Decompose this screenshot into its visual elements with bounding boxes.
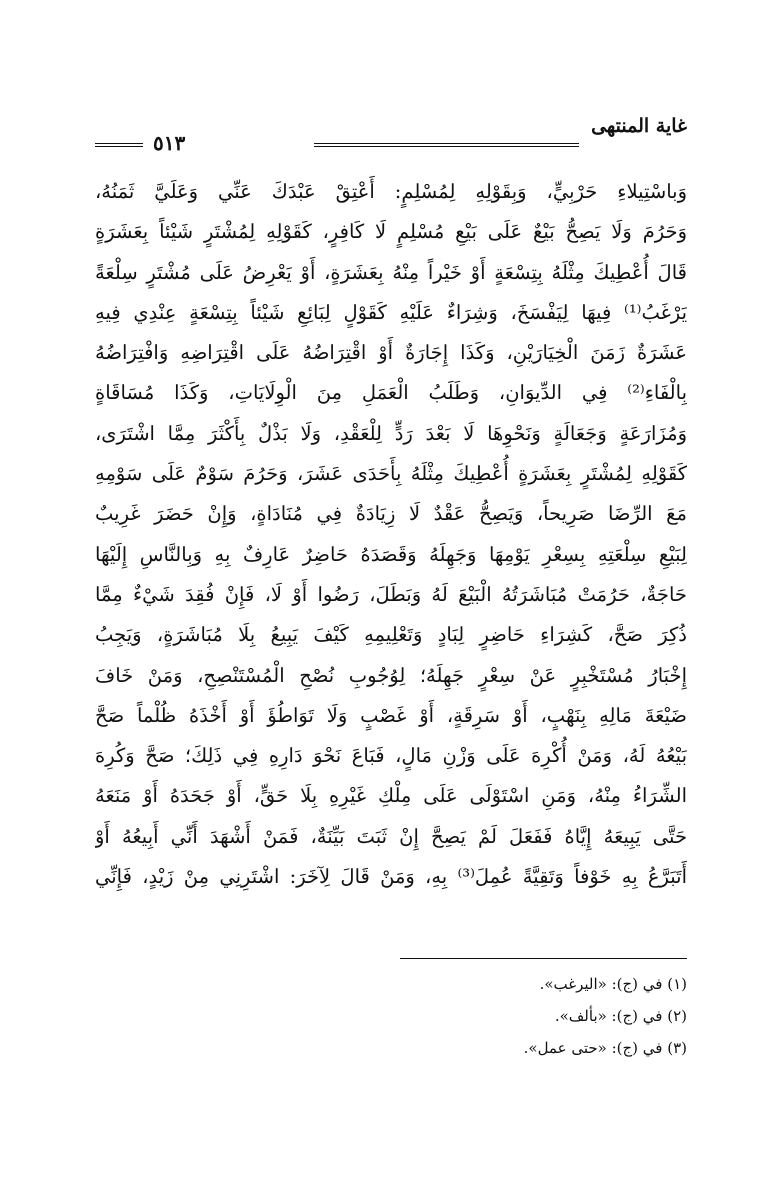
header-double-rule-left bbox=[95, 143, 143, 147]
footnote-separator bbox=[400, 958, 687, 959]
text-line: بَيْعُهُ لَهُ، وَمَنْ أُكْرِهَ عَلَى وَزْنِ مَالٍ، فَبَاعَ نَحْوَ دَارِهِ فِي ذَلِكَ؛ صَحَّ وَكُرِهَ bbox=[95, 744, 687, 768]
text-line: إِخْبَارُ مُسْتَخْبِرٍ عَنْ سِعْرٍ جَهِلَهُ؛ لِوُجُوبِ نُصْحِ الْمُسْتَنْصِحِ، وَمَنْ خَافَ bbox=[95, 663, 687, 687]
footnote: (٣) في (ج): «حتى عمل». bbox=[523, 1039, 687, 1057]
text-line: وَباسْتِيلاءِ حَرْبِيٍّ، وَبِقَوْلِهِ لِمُسْلِمٍ: أَعْتِقْ عَبْدَكَ عَنِّي وَعَلَيَّ ثَمَنُهُ، bbox=[95, 180, 687, 203]
text-line: ذُكِرَ صَحَّ، كَشِرَاءِ حَاضِرٍ لِبَادٍ وَتَعْلِيمِهِ كَيْفَ يَبِيعُ بِلَا مُبَاشَرَةٍ، وَيَجِبُ bbox=[95, 623, 687, 647]
footnote: (١) في (ج): «اليرغب». bbox=[539, 975, 687, 993]
text-line: ضَيْعَةَ مَالِهِ بِنَهْبٍ، أَوْ سَرِقَةٍ، أَوْ غَصْبٍ وَلَا تَوَاطُؤَ أَوْ أَخْذَهُ ظُلْماً صَحَّ bbox=[95, 703, 687, 727]
text-line: كَقَوْلِهِ لِمُشْتَرٍ بِعَشَرَةٍ أُعْطِيكَ مِثْلَهُ بِأَحَدَى عَشَرَ، وَحَرُمَ سَوْمٌ عَلَى سَوْمِهِ bbox=[95, 462, 687, 486]
text-line: عَشَرَةٌ زَمَنَ الْخِيَارَيْنِ، وَكَذَا إِجَارَةٌ أَوْ اقْتِرَاضُهُ عَلَى اقْتِرَاضِهِ وَافْتِرَاضُهُ bbox=[95, 341, 687, 365]
footnotes-section bbox=[360, 968, 687, 1064]
text-line: الشِّرَاءُ مِنْهُ، وَمَنِ اسْتَوْلَى عَلَى مِلْكِ غَيْرِهِ بِلَا حَقٍّ، أَوْ جَحَدَهُ أَوْ مَنَعَهُ bbox=[95, 784, 687, 808]
running-title: غاية المنتهى bbox=[591, 115, 687, 137]
footnote: (٢) في (ج): «بألف». bbox=[554, 1007, 687, 1025]
header-double-rule bbox=[314, 143, 579, 147]
text-line: حَاجَةٌ، حَرُمَتْ مُبَاشَرَتُهُ الْبَيْعَ لَهُ وَبَطَلَ، رَضُوا أَوْ لَا، فَإِنْ فُقِدَ شَيْءٌ مِمَّا bbox=[95, 582, 687, 606]
text-line: وَمُزَارَعَةٍ وَجَعَالَةٍ وَنَحْوِهَا لَا بَعْدَ رَدٍّ لِلْعَقْدِ، وَلَا بَذْلٌ بِأَكْثَرَ مِمَّا اشْتَرَى، bbox=[95, 421, 687, 445]
text-line: قَالَ أُعْطِيكَ مِثْلَهُ بِتِسْعَةٍ أَوْ خَيْراً مِنْهُ بِعَشَرَةٍ، أَوْ يَعْرِضُ عَلَى مُشْتَرٍ سِلْعَةً bbox=[95, 260, 687, 284]
text-line: وَحَرُمَ وَلَا يَصِحُّ بَيْعٌ عَلَى بَيْعِ مُسْلِمٍ لَا كَافِرٍ، كَقَوْلِهِ لِمُشْتَرٍ شَيْئاً بِعَشَرَةٍ bbox=[95, 220, 687, 244]
text-line: أَتَبَرَّعُ بِهِ خَوْفاً وَتَقِيَّةً عُمِلَ⁽³⁾ بِهِ، وَمَنْ قَالَ لِآخَرَ: اشْتَرِنِي مِنْ زَيْدٍ، فَإِنِّي bbox=[95, 865, 687, 889]
text-line: لِبَيْعِ سِلْعَتِهِ بِسِعْرِ يَوْمِهَا وَجَهِلَهُ وَقَصَدَهُ حَاضِرٌ عَارِفٌ بِهِ وَبِالنَّاسِ إِلَيْهَا bbox=[95, 542, 687, 566]
page-number: ٥١٣ bbox=[153, 131, 186, 155]
text-line: حَتَّى يَبِيعَهُ إِيَّاهُ فَفَعَلَ لَمْ يَصِحَّ إِنْ ثَبَتَ بَيِّنَةٌ، فَمَنْ أَشْهَدَ أَنِّي أَبِيعُهُ أَوْ bbox=[95, 824, 687, 848]
page-header bbox=[95, 115, 687, 155]
text-line: يَرْغَبُ⁽¹⁾ فِيهَا لِيَفْسَخَ، وَشِرَاءٌ عَلَيْهِ كَقَوْلٍ لِبَائِعِ شَيْئاً بِتِسْعَةٍ عِنْدِي فِيهِ bbox=[95, 300, 687, 324]
main-text bbox=[95, 172, 687, 897]
text-line: مَعَ الرِّضَا صَرِيحاً، وَيَصِحُّ عَقْدٌ لَا زِيَادَةٌ فِي مُنَادَاةٍ، وَإِنْ حَضَرَ غَرِيبٌ bbox=[95, 502, 687, 526]
text-line: بِالْفَاءِ⁽²⁾ فِي الدِّيوَانِ، وَطَلَبُ الْعَمَلِ مِنَ الْوِلَايَاتِ، وَكَذَا مُسَاقَاةٍ bbox=[95, 381, 687, 405]
